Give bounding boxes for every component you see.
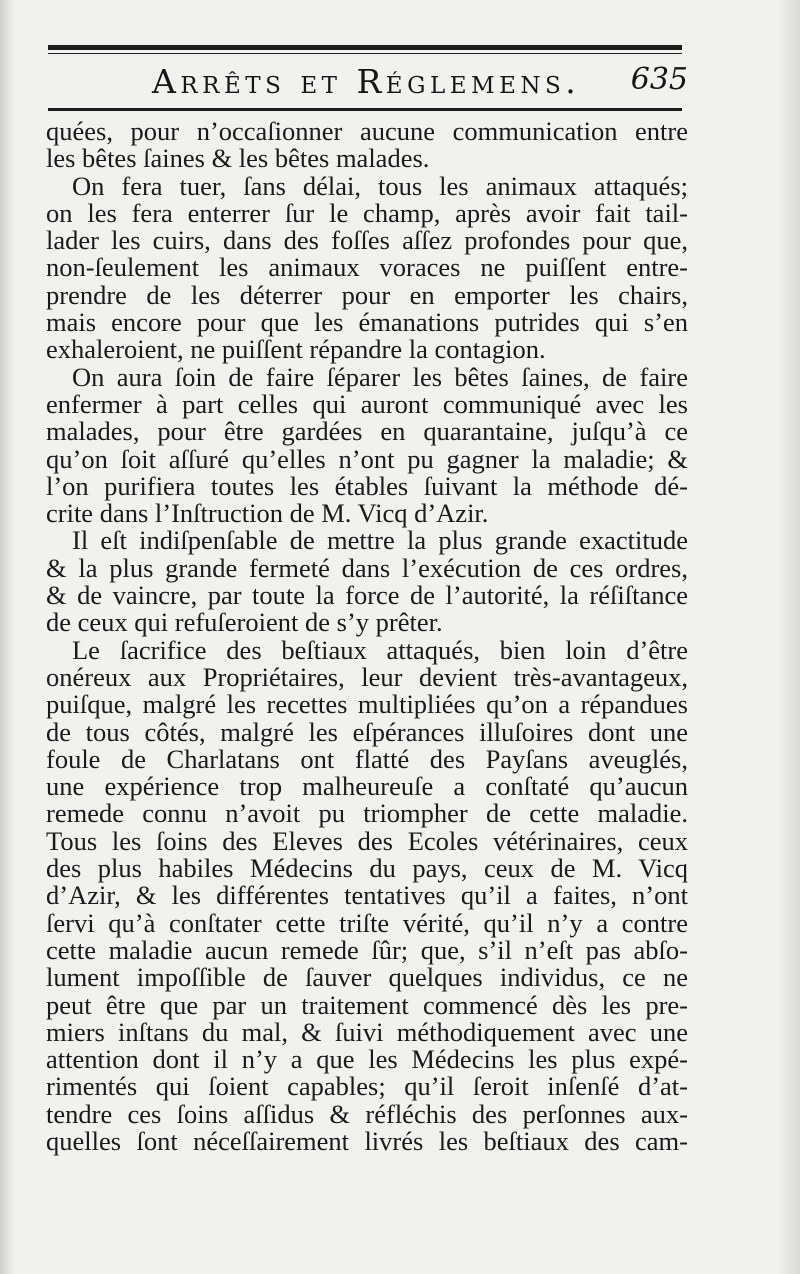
text-line: rimentés qui ſoient capables; qu’il ſeroit inſenſé d’at- [46, 1071, 688, 1102]
text-line: d’Azir, & les différentes tentatives qu’il a faites, n’ont [46, 880, 688, 911]
text-line: Le ſacrifice des beſtiaux attaqués, bien loin d’être [72, 634, 688, 665]
text-line: malades, pour être gardées en quarantaine, juſqu’à ce [46, 416, 688, 447]
text-line: lument impoſſible de ſauver quelques individus, ce ne [46, 962, 688, 993]
text-line: mais encore pour que les émanations putrides qui s’en [46, 307, 688, 338]
text-line: On fera tuer, ſans délai, tous les animaux attaqués; [72, 170, 688, 201]
header-top-rule [48, 45, 682, 50]
text-line: Tous les ſoins des Eleves des Ecoles vétérinaires, ceux [46, 825, 688, 856]
text-line: Il eſt indiſpenſable de mettre la plus grande exactitude [72, 525, 688, 556]
text-line: foule de Charlatans ont flatté des Payſans aveuglés, [46, 743, 688, 774]
header-top-thin-rule [48, 53, 682, 54]
text-line: les bêtes ſaines & les bêtes malades. [46, 143, 430, 174]
text-line: enfermer à part celles qui auront communiqué avec les [46, 388, 688, 419]
body-text [46, 118, 688, 1155]
text-line: non-ſeulement les animaux voraces ne puiſſent entre- [46, 252, 688, 283]
text-line: On aura ſoin de faire ſéparer les bêtes ſaines, de faire [72, 361, 688, 392]
text-line: crite dans l’Inſtruction de M. Vicq d’Azir. [46, 498, 489, 529]
text-line: qu’on ſoit aſſuré qu’elles n’ont pu gagner la maladie; & [46, 443, 688, 474]
text-line: cette maladie aucun remede ſûr; que, s’il n’eſt pas abſo- [46, 934, 688, 965]
text-line: une expérience trop malheureuſe a conſtaté qu’aucun [46, 771, 688, 802]
text-line: des plus habiles Médecins du pays, ceux de M. Vicq [46, 853, 688, 884]
text-line: attention dont il n’y a que les Médecins les plus expé- [46, 1044, 688, 1075]
text-line: de tous côtés, malgré les eſpérances illuſoires dont une [46, 716, 688, 747]
text-line: lader les cuirs, dans des foſſes aſſez profondes pour que, [46, 225, 688, 256]
text-line: quées, pour n’occaſionner aucune communication entre [46, 116, 688, 146]
running-head-title: Arrêts et Réglemens. [152, 62, 581, 101]
text-line: onéreux aux Propriétaires, leur devient très-avantageux, [46, 661, 688, 692]
text-line: quelles ſont néceſſairement livrés les beſtiaux des cam- [46, 1125, 688, 1156]
text-line: tendre ces ſoins aſſidus & réfléchis des perſonnes aux- [46, 1098, 688, 1129]
text-line: l’on purifiera toutes les étables ſuivant la méthode dé- [46, 470, 688, 501]
text-line: & de vaincre, par toute la force de l’autorité, la réſiſtance [46, 580, 688, 611]
text-line: exhaleroient, ne puiſſent répandre la contagion. [46, 334, 546, 365]
text-line: miers inſtans du mal, & ſuivi méthodiquement avec une [46, 1016, 688, 1047]
text-line: peut être que par un traitement commencé dès les pre- [46, 989, 688, 1020]
text-line: de ceux qui refuſeroient de s’y prêter. [46, 607, 443, 638]
page-number: 635 [630, 62, 688, 97]
text-line: prendre de les déterrer pour en emporter les chairs, [46, 279, 688, 310]
text-line: remede connu n’avoit pu triompher de cette maladie. [46, 798, 688, 829]
running-head [48, 58, 688, 104]
header-bottom-rule [48, 108, 682, 111]
text-line: & la plus grande fermeté dans l’exécution de ces ordres, [46, 552, 688, 583]
text-line: puiſque, malgré les recettes multipliées qu’on a répandues [46, 689, 688, 720]
text-line: ſervi qu’à conſtater cette triſte vérité, qu’il n’y a contre [46, 907, 688, 938]
text-line: on les fera enterrer ſur le champ, après avoir fait tail- [46, 197, 688, 228]
